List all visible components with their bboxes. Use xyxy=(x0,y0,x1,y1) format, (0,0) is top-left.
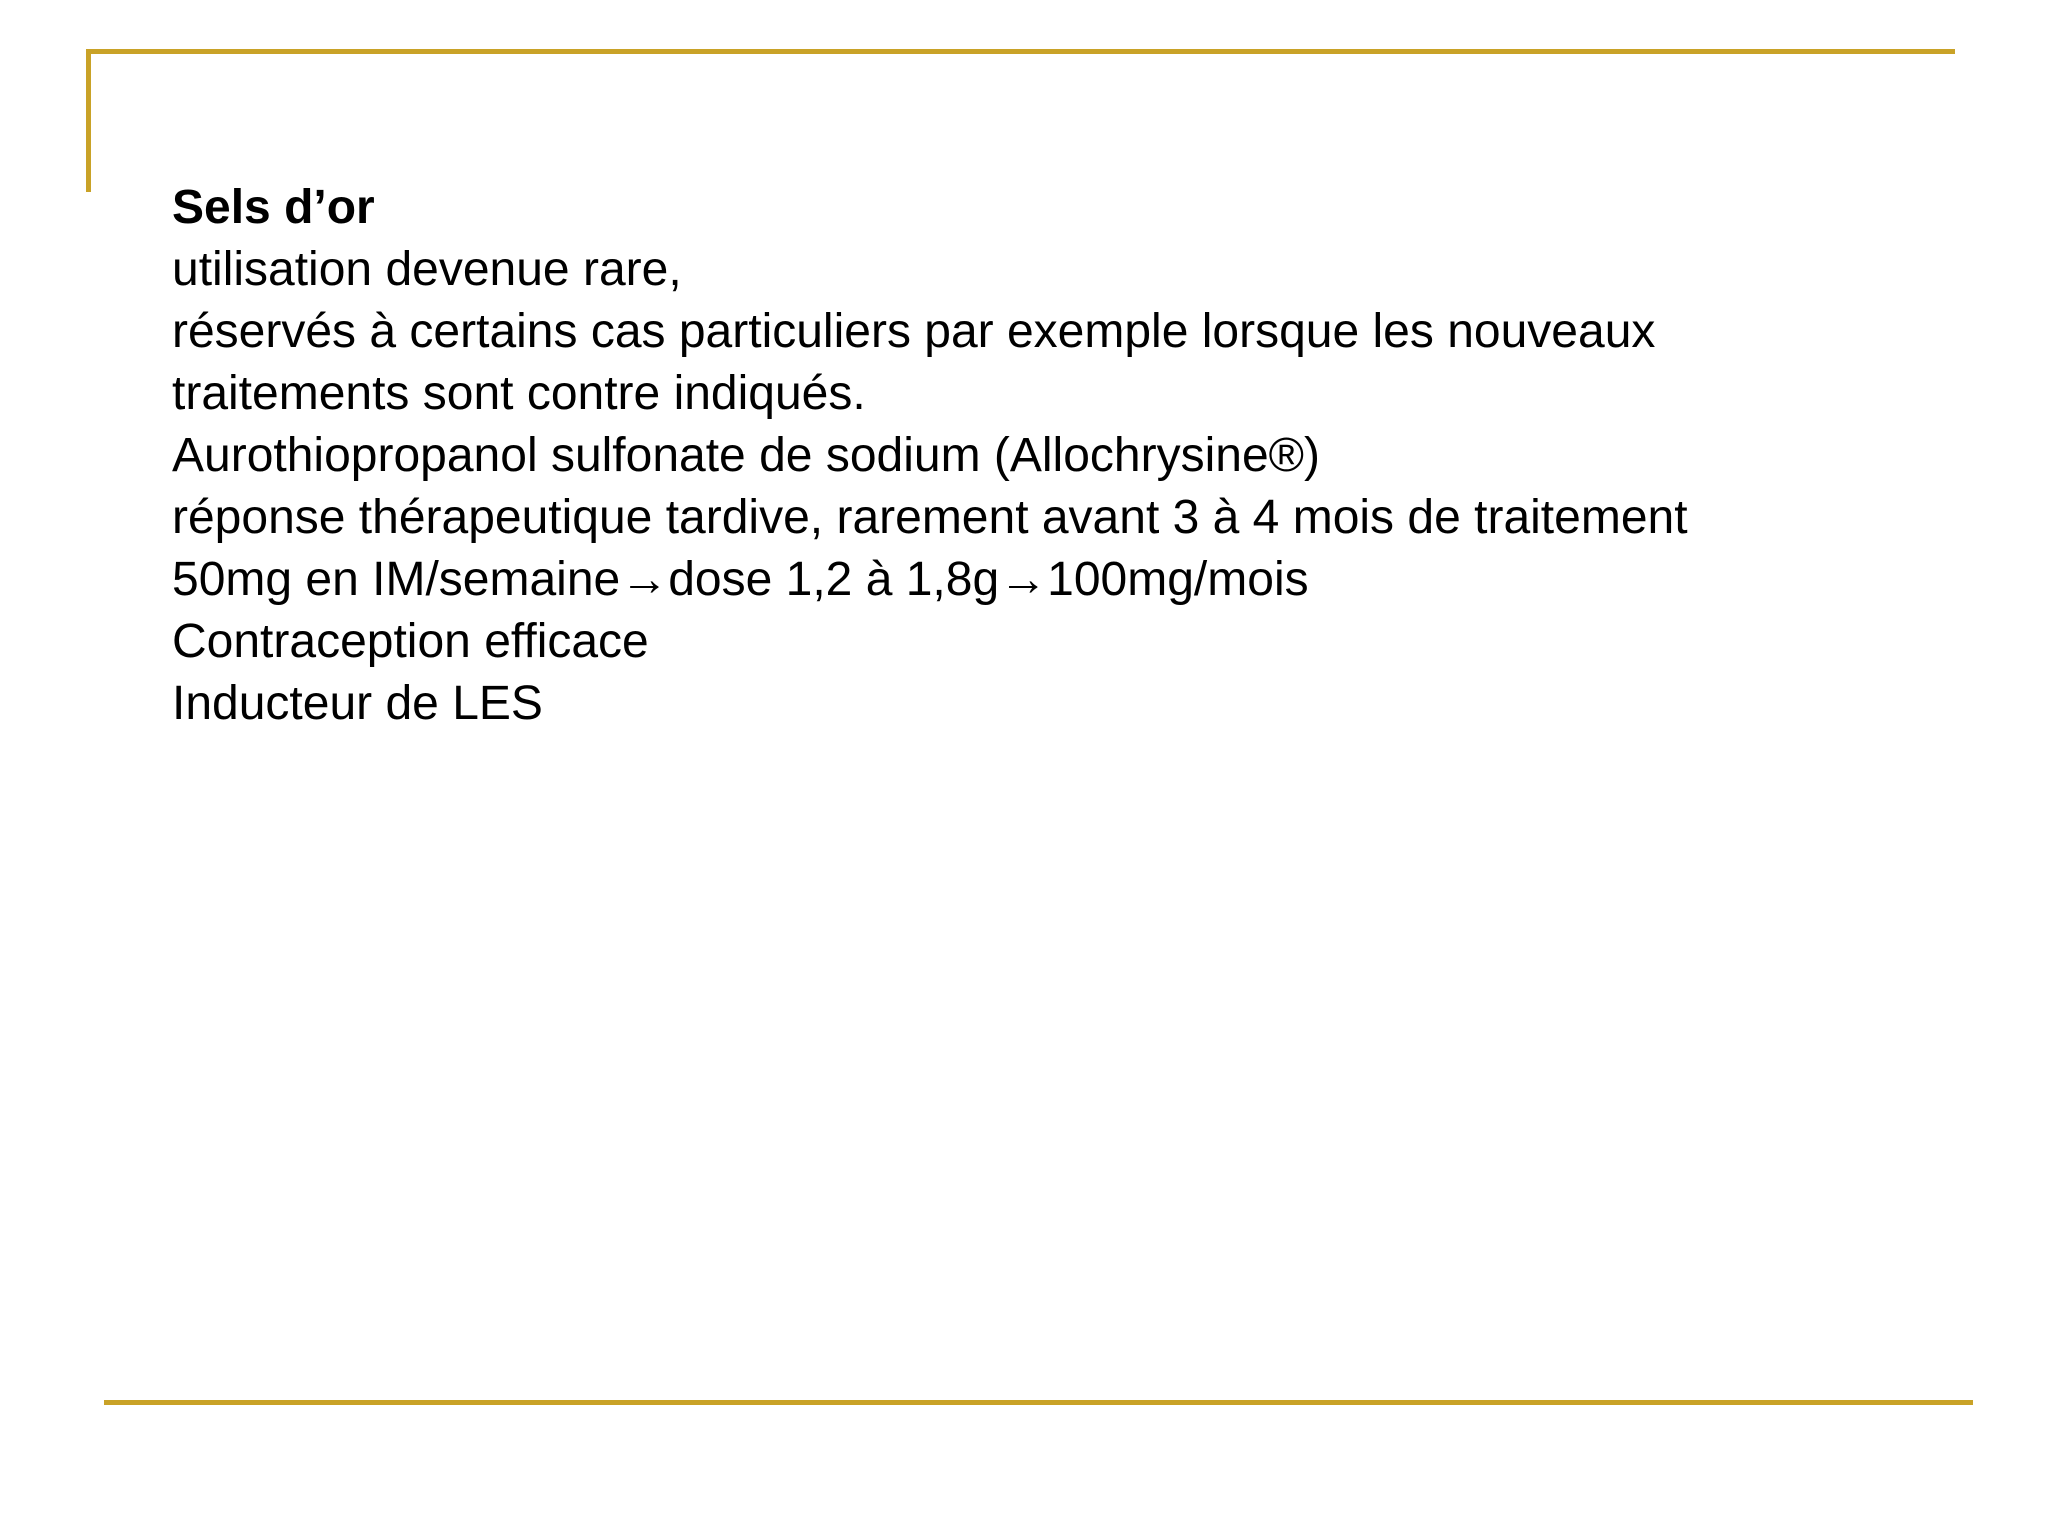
left-accent-rule xyxy=(86,49,91,192)
body-line-reserved-cases: réservés à certains cas particuliers par exemple lorsque les nouveaux xyxy=(172,305,1656,358)
body-line-dosage: 50mg en IM/semaine→dose 1,2 à 1,8g→100mg/mois xyxy=(172,553,1309,606)
bottom-accent-rule xyxy=(104,1400,1973,1405)
top-accent-rule xyxy=(86,49,1955,54)
body-line-les-inducer: Inducteur de LES xyxy=(172,677,543,730)
slide-heading: Sels d’or xyxy=(172,181,375,234)
slide-body xyxy=(172,177,1932,735)
body-line-contraception: Contraception efficace xyxy=(172,615,649,668)
body-line-contraindicated: traitements sont contre indiqués. xyxy=(172,367,866,420)
body-line-drug-name: Aurothiopropanol sulfonate de sodium (Allochrysine®) xyxy=(172,429,1320,482)
body-line-delayed-response: réponse thérapeutique tardive, rarement avant 3 à 4 mois de traitement xyxy=(172,491,1688,544)
body-line-usage-rare: utilisation devenue rare, xyxy=(172,243,682,296)
